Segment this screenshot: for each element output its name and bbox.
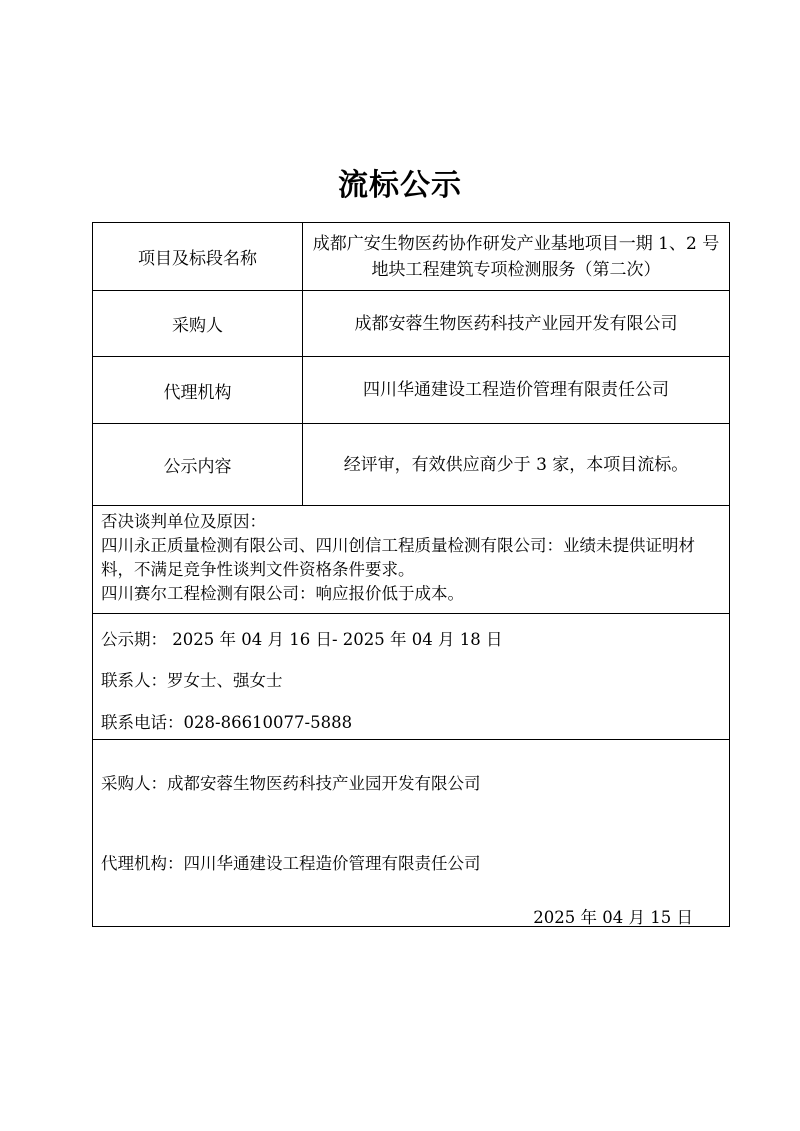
rejection-item: 四川永正质量检测有限公司、四川创信工程质量检测有限公司：业绩未提供证明材料，不满足竞争性谈判文件资格条件要求。 — [101, 536, 695, 579]
contact-phone: 联系电话：028-86610077-5888 — [101, 713, 353, 732]
rejection-heading: 否决谈判单位及原因： — [101, 512, 266, 531]
notice-table — [92, 222, 730, 927]
content-value: 经评审，有效供应商少于 3 家，本项目流标。 — [343, 454, 689, 475]
signature-section — [93, 739, 729, 927]
publicity-period: 公示期： 2025 年 04 月 16 日- 2025 年 04 月 18 日 — [101, 630, 503, 649]
project-row — [93, 223, 729, 290]
content-label: 公示内容 — [93, 424, 303, 505]
purchaser-value: 成都安蓉生物医药科技产业园开发有限公司 — [354, 313, 678, 334]
signature-purchaser: 采购人：成都安蓉生物医药科技产业园开发有限公司 — [101, 774, 481, 793]
project-label: 项目及标段名称 — [93, 223, 303, 290]
project-value: 成都广安生物医药协作研发产业基地项目一期 1、2 号地块工程建筑专项检测服务（第二次） — [312, 233, 720, 280]
purchaser-row — [93, 290, 729, 356]
signature-agency: 代理机构：四川华通建设工程造价管理有限责任公司 — [101, 854, 481, 873]
agency-value: 四川华通建设工程造价管理有限责任公司 — [363, 380, 669, 400]
rejection-section — [93, 505, 729, 613]
contact-person: 联系人：罗女士、强女士 — [101, 671, 283, 690]
purchaser-label: 采购人 — [93, 291, 303, 356]
info-section — [93, 613, 729, 739]
page-title: 流标公示 — [338, 168, 462, 203]
agency-row — [93, 356, 729, 423]
rejection-item: 四川赛尔工程检测有限公司：响应报价低于成本。 — [101, 584, 464, 603]
content-row — [93, 423, 729, 505]
agency-label: 代理机构 — [93, 357, 303, 423]
signature-date: 2025 年 04 月 15 日 — [533, 908, 693, 927]
